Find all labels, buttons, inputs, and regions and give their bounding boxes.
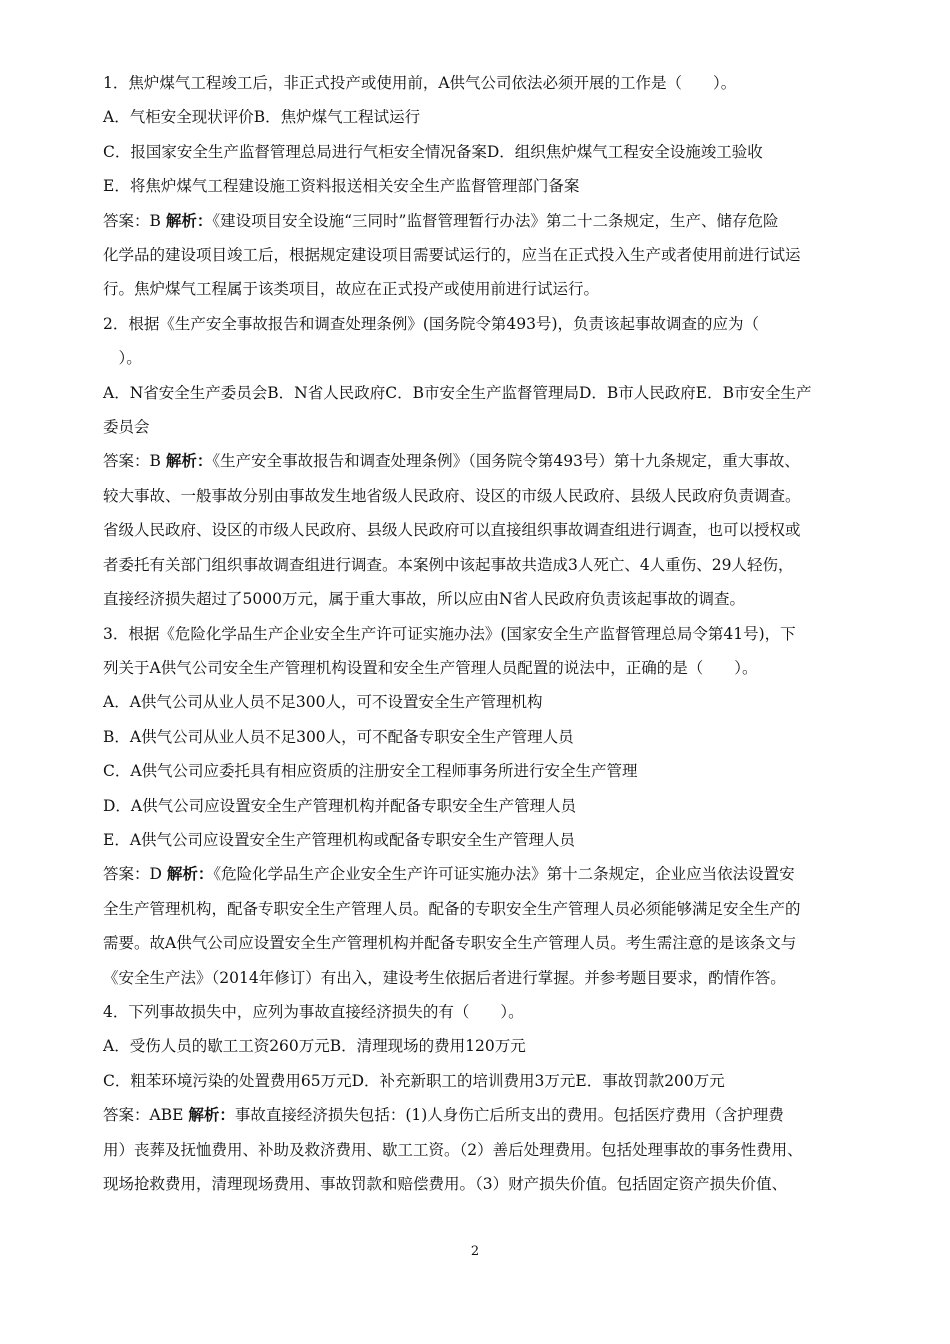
question-stem: 2．根据《生产安全事故报告和调查处理条例》(国务院令第493号)，负责该起事故调查的应为（ [103,314,760,333]
analysis-text: 《危险化学品生产企业安全生产许可证实施办法》第十二条规定，企业应当依法设置安 [213,865,795,884]
answer-line [103,204,862,238]
question-3 [103,617,862,995]
analysis-label: 解析： [165,451,213,471]
option-line: D．A供气公司应设置安全生产管理机构并配备专职安全生产管理人员 [103,796,577,815]
analysis-label: 解析： [188,1105,235,1125]
analysis-line: 行。焦炉煤气工程属于该类项目，故应在正式投产或使用前进行试运行。 [103,280,600,299]
question-stem: 3．根据《危险化学品生产企业安全生产许可证实施办法》(国家安全生产监督管理总局令第41号)，下 [103,624,796,643]
analysis-line: 者委托有关部门组织事故调查组进行调查。本案例中该起事故共造成3人死亡、4人重伤、29人轻伤， [103,555,794,574]
analysis-line: 较大事故、一般事故分别由事故发生地省级人民政府、设区的市级人民政府、县级人民政府负责调查。 [103,486,801,505]
analysis-line: 用）丧葬及抚恤费用、补助及救济费用、歇工工资。（2）善后处理费用。包括处理事故的事务性费用、 [103,1140,803,1159]
question-2 [103,307,862,617]
question-4 [103,995,862,1201]
answer-text: 答案：B [103,452,166,471]
analysis-text: 《生产安全事故报告和调查处理条例》（国务院令第493号）第十九条规定，重大事故、 [212,452,800,471]
option-line: A．受伤人员的歇工工资260万元B．清理现场的费用120万元 [103,1037,526,1056]
option-line: A．N省安全生产委员会B．N省人民政府C．B市安全生产监督管理局D．B市人民政府E．B市安全生产 [103,383,812,402]
analysis-label: 解析： [166,864,214,884]
question-stem: 4．下列事故损失中，应列为事故直接经济损失的有（ ）。 [103,1002,524,1021]
option-line: A．气柜安全现状评价B．焦炉煤气工程试运行 [103,108,421,127]
question-1 [103,66,862,307]
answer-line [103,1098,862,1132]
question-stem-cont: 列关于A供气公司安全生产管理机构设置和安全生产管理人员配置的说法中，正确的是（ ）。 [103,658,758,677]
option-line: 委员会 [103,418,150,437]
analysis-line: 省级人民政府、设区的市级人民政府、县级人民政府可以直接组织事故调查组进行调查，也可以授权或 [103,521,801,540]
answer-line [103,444,862,478]
analysis-text: 《建设项目安全设施“三同时”监督管理暂行办法》第二十二条规定，生产、储存危险 [212,211,779,230]
answer-text: 答案：B [103,211,166,230]
analysis-line: 需要。故A供气公司应设置安全生产管理机构并配备专职安全生产管理人员。考生需注意的是该条文与 [103,934,797,953]
option-line: C．粗苯环境污染的处置费用65万元D．补充新职工的培训费用3万元E．事故罚款200万元 [103,1071,725,1090]
analysis-text: 事故直接经济损失包括：(1)人身伤亡后所支出的费用。包括医疗费用（含护理费 [234,1106,784,1125]
option-line: C．A供气公司应委托具有相应资质的注册安全工程师事务所进行安全生产管理 [103,762,638,781]
question-stem-cont: ）。 [103,349,142,368]
question-stem: 1．焦炉煤气工程竣工后，非正式投产或使用前，A供气公司依法必须开展的工作是（ ）。 [103,74,737,92]
analysis-line: 全生产管理机构，配备专职安全生产管理人员。配备的专职安全生产管理人员必须能够满足安全生产的 [103,899,801,918]
analysis-line: 直接经济损失超过了5000万元，属于重大事故，所以应由N省人民政府负责该起事故的调查。 [103,590,746,609]
answer-text: 答案：D [103,865,167,884]
option-line: C．报国家安全生产监督管理总局进行气柜安全情况备案D．组织焦炉煤气工程安全设施竣工验收 [103,142,763,161]
analysis-line: 现场抢救费用，清理现场费用、事故罚款和赔偿费用。（3）财产损失价值。包括固定资产损失价值、 [103,1175,788,1193]
analysis-line: 《安全生产法》（2014年修订）有出入，建设考生依据后者进行掌握。并参考题目要求，酌情作答。 [103,968,786,987]
answer-text: 答案：ABE [103,1106,189,1125]
option-line: E．将焦炉煤气工程建设施工资料报送相关安全生产监督管理部门备案 [103,177,580,196]
option-line: E．A供气公司应设置安全生产管理机构或配备专职安全生产管理人员 [103,830,576,849]
analysis-label: 解析： [165,210,213,230]
option-line: A．A供气公司从业人员不足300人，可不设置安全生产管理机构 [103,693,543,712]
answer-line [103,857,862,891]
page-number: 2 [470,1244,480,1259]
analysis-line: 化学品的建设项目竣工后，根据规定建设项目需要试运行的，应当在正式投入生产或者使用前进行试运 [103,246,801,265]
option-line: B．A供气公司从业人员不足300人，可不配备专职安全生产管理人员 [103,727,574,746]
